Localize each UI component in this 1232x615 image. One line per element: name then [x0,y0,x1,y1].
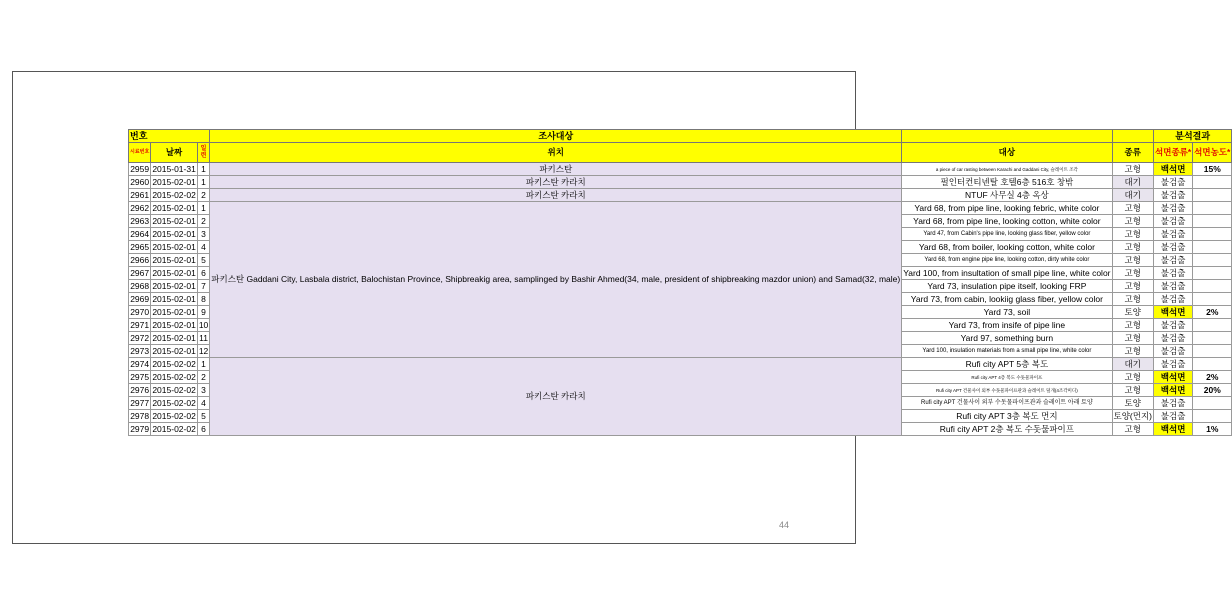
kind-cell: 고형 [1112,371,1154,384]
date-cell: 2015-02-02 [152,384,196,395]
date-cell: 2015-02-01 [152,345,196,356]
date-cell: 2015-02-01 [152,215,196,226]
asbestos-conc-cell: 1% [1193,423,1232,436]
location-cell: 파키스탄 [210,163,902,176]
kind-cell: 대기 [1112,189,1154,202]
asbestos-type-cell: 불검출 [1154,215,1193,228]
asbestos-type-cell: 백석면 [1154,371,1193,384]
header-result: 분석결과 [1154,130,1232,143]
kind-cell: 고형 [1112,423,1154,436]
kind-cell: 고형 [1112,384,1154,397]
header-no: 번호 [129,130,210,143]
seq-cell: 2 [197,371,209,384]
date-cell: 2015-02-01 [152,332,196,343]
subject-cell: Yard 73, from cabin, lookiig glass fiber, yellow color [902,293,1112,306]
kind-cell: 고형 [1112,202,1154,215]
header-sample-no: 시료번호 [129,143,151,163]
seq-cell: 9 [197,306,209,319]
asbestos-type-cell: 불검출 [1154,267,1193,280]
subject-cell: Rufi city APT 5층 복도 [902,358,1112,371]
seq-cell: 6 [197,267,209,280]
location-merged-cell: 파키스탄 카라치 [210,358,902,436]
sample-no-cell: 2960 [130,176,150,187]
header-date: 날짜 [151,143,197,163]
asbestos-conc-cell [1193,293,1232,306]
asbestos-conc-cell [1193,332,1232,345]
sample-no-cell: 2973 [130,345,150,356]
header-asbestos-type: 석면종류* [1154,143,1193,163]
asbestos-conc-cell [1193,254,1232,267]
sample-no-cell: 2963 [130,215,150,226]
seq-cell: 1 [197,358,209,371]
seq-cell: 6 [197,423,209,436]
asbestos-type-cell: 불검출 [1154,176,1193,189]
kind-cell: 토양(먼지) [1113,410,1153,421]
asbestos-type-cell: 불검출 [1154,241,1193,254]
asbestos-conc-cell [1193,189,1232,202]
seq-cell: 3 [197,228,209,241]
asbestos-survey-table [128,129,1232,436]
date-cell: 2015-02-02 [152,410,196,421]
asbestos-type-cell: 불검출 [1154,345,1193,358]
header-kind: 종류 [1112,143,1154,163]
sample-no-cell: 2978 [130,410,150,421]
date-cell: 2015-02-02 [152,397,196,408]
sample-no-cell: 2965 [130,241,150,252]
sample-no-cell: 2968 [130,280,150,291]
date-cell: 2015-01-31 [152,163,196,174]
asbestos-conc-cell: 2% [1193,306,1232,319]
table-row [129,189,1232,202]
asbestos-type-cell: 불검출 [1154,358,1193,371]
sample-no-cell: 2967 [130,267,150,278]
asbestos-conc-cell [1193,345,1232,358]
subject-cell: Yard 100, from insultation of small pipe line, white color [903,267,1111,278]
subject-cell: 펄인터컨티넨탈 호텔6층 516호 창밖 [902,176,1112,189]
seq-cell: 10 [198,319,209,330]
seq-cell: 4 [197,241,209,254]
asbestos-type-cell: 불검출 [1154,280,1193,293]
asbestos-conc-cell [1193,358,1232,371]
kind-cell: 대기 [1112,358,1154,371]
sample-no-cell: 2977 [130,397,150,408]
table-row [129,163,1232,176]
kind-cell: 고형 [1112,267,1154,280]
kind-cell: 고형 [1112,293,1154,306]
subject-cell: Rufi city APT 건물사이 외부 수돗물파이프관과 슬레이트 아래 토양 [902,397,1112,410]
asbestos-conc-cell: 15% [1193,163,1232,176]
sample-no-cell: 2969 [130,293,150,304]
subject-cell: a piece of car rasting between Karachi and Gaddani City, 슬레이트 조각 [902,163,1112,176]
asbestos-type-cell: 불검출 [1154,332,1193,345]
kind-cell: 고형 [1112,332,1154,345]
kind-cell: 고형 [1112,163,1154,176]
asbestos-type-cell: 불검출 [1154,189,1193,202]
date-cell: 2015-02-01 [152,241,196,252]
sample-no-cell: 2972 [130,332,150,343]
seq-cell: 5 [197,410,209,423]
subject-cell: Rufi city APT 4층 복도 수돗물파이프 [902,371,1112,384]
table-row [129,202,1232,215]
asbestos-type-cell: 불검출 [1154,254,1193,267]
date-cell: 2015-02-01 [152,306,196,317]
subject-cell: Yard 100, insulation materials from a small pipe line, white color [902,345,1112,358]
asbestos-conc-cell [1193,202,1232,215]
header-asbestos-conc: 석면농도* [1193,143,1232,163]
asbestos-conc-cell [1193,176,1232,189]
header-target: 조사대상 [210,130,902,143]
subject-cell: Rufi city APT 2층 복도 수돗물파이프 [902,423,1112,436]
table-row [129,358,1232,371]
kind-cell: 고형 [1112,228,1154,241]
kind-cell: 고형 [1112,254,1154,267]
location-merged-cell: 파키스탄 Gaddani City, Lasbala district, Balochistan Province, Shipbreakig area, samplinged by Bashir Ahmed(34, male, president of shipbreaking mazdor union) and Samad(32, male) [210,202,902,358]
date-cell: 2015-02-02 [152,189,196,200]
asbestos-type-cell: 백석면 [1154,384,1193,397]
header-location: 위치 [210,143,902,163]
subject-cell: Yard 68, from engine pipe line, looking cotton, dirty white color [902,254,1112,267]
subject-cell: NTUF 사무실 4층 옥상 [902,189,1112,202]
asbestos-conc-cell [1193,410,1232,423]
asbestos-type-cell: 백석면 [1154,423,1193,436]
header-blank [902,130,1112,143]
header-row-2 [129,143,1232,163]
subject-cell: Yard 68, from pipe line, looking febric, white color [902,202,1112,215]
seq-cell: 3 [197,384,209,397]
seq-cell: 1 [197,176,209,189]
asbestos-type-cell: 불검출 [1154,319,1193,332]
date-cell: 2015-02-01 [152,293,196,304]
asbestos-conc-cell [1193,215,1232,228]
asbestos-type-cell: 불검출 [1154,293,1193,306]
sample-no-cell: 2971 [130,319,150,330]
seq-cell: 1 [197,202,209,215]
date-cell: 2015-02-02 [152,423,196,434]
seq-cell: 2 [197,215,209,228]
asbestos-conc-cell [1193,397,1232,410]
date-cell: 2015-02-02 [152,371,196,382]
asbestos-type-cell: 백석면 [1154,306,1193,319]
subject-cell: Yard 73, from insife of pipe line [902,319,1112,332]
subject-cell: Yard 73, insulation pipe itself, looking FRP [902,280,1112,293]
page-number: 44 [779,520,790,530]
date-cell: 2015-02-01 [152,254,196,265]
sample-no-cell: 2974 [130,358,150,369]
asbestos-conc-cell: 20% [1193,384,1232,397]
kind-cell: 고형 [1112,215,1154,228]
header-seq: 일련 [197,143,209,163]
asbestos-conc-cell [1193,319,1232,332]
header-row-1 [129,130,1232,143]
seq-cell: 7 [197,280,209,293]
header-subject: 대상 [902,143,1112,163]
subject-cell: Yard 97, something burn [902,332,1112,345]
sample-no-cell: 2959 [130,163,150,174]
sample-no-cell: 2962 [130,202,150,213]
kind-cell: 토양 [1112,306,1154,319]
table-row [129,176,1232,189]
sample-no-cell: 2964 [130,228,150,239]
location-cell: 파키스탄 카라치 [210,189,902,202]
asbestos-conc-cell: 2% [1193,371,1232,384]
kind-cell: 고형 [1112,241,1154,254]
date-cell: 2015-02-01 [152,202,196,213]
kind-cell: 고형 [1112,280,1154,293]
kind-cell: 대기 [1112,176,1154,189]
date-cell: 2015-02-02 [152,358,196,369]
seq-cell: 2 [197,189,209,202]
date-cell: 2015-02-01 [152,228,196,239]
sample-no-cell: 2976 [130,384,150,395]
asbestos-type-cell: 불검출 [1154,202,1193,215]
date-cell: 2015-02-01 [152,280,196,291]
seq-cell: 8 [197,293,209,306]
asbestos-conc-cell [1193,228,1232,241]
date-cell: 2015-02-01 [152,176,196,187]
subject-cell: Yard 73, soil [902,306,1112,319]
sample-no-cell: 2975 [130,371,150,382]
kind-cell: 토양 [1112,397,1154,410]
subject-cell: Yard 47, from Cabin's pipe line, looking glass fiber, yellow color [902,228,1112,241]
kind-cell: 고형 [1112,319,1154,332]
asbestos-type-cell: 불검출 [1154,397,1193,410]
asbestos-conc-cell [1193,280,1232,293]
kind-cell: 고형 [1112,345,1154,358]
seq-cell: 4 [197,397,209,410]
seq-cell: 12 [198,345,209,356]
date-cell: 2015-02-01 [152,267,196,278]
seq-cell: 5 [197,254,209,267]
seq-cell: 1 [197,163,209,176]
location-cell: 파키스탄 카라치 [210,176,902,189]
sample-no-cell: 2970 [130,306,150,317]
sample-no-cell: 2979 [130,423,150,434]
asbestos-conc-cell [1193,241,1232,254]
date-cell: 2015-02-01 [152,319,196,330]
subject-cell: Yard 68, from pipe line, looking cotton, white color [902,215,1112,228]
sample-no-cell: 2966 [130,254,150,265]
subject-cell: Rufi city APT 건물사이 외부 수돗물파이프관과 슬레이트 덮개(4조각미디) [902,384,1112,397]
asbestos-conc-cell [1193,267,1232,280]
header-blank-2 [1112,130,1154,143]
subject-cell: Yard 68, from boiler, looking cotton, white color [902,241,1112,254]
seq-cell: 11 [199,332,208,343]
sample-no-cell: 2961 [130,189,150,200]
asbestos-type-cell: 불검출 [1154,410,1193,423]
subject-cell: Rufi city APT 3층 복도 먼지 [902,410,1112,423]
asbestos-type-cell: 불검출 [1154,228,1193,241]
asbestos-type-cell: 백석면 [1154,163,1193,176]
